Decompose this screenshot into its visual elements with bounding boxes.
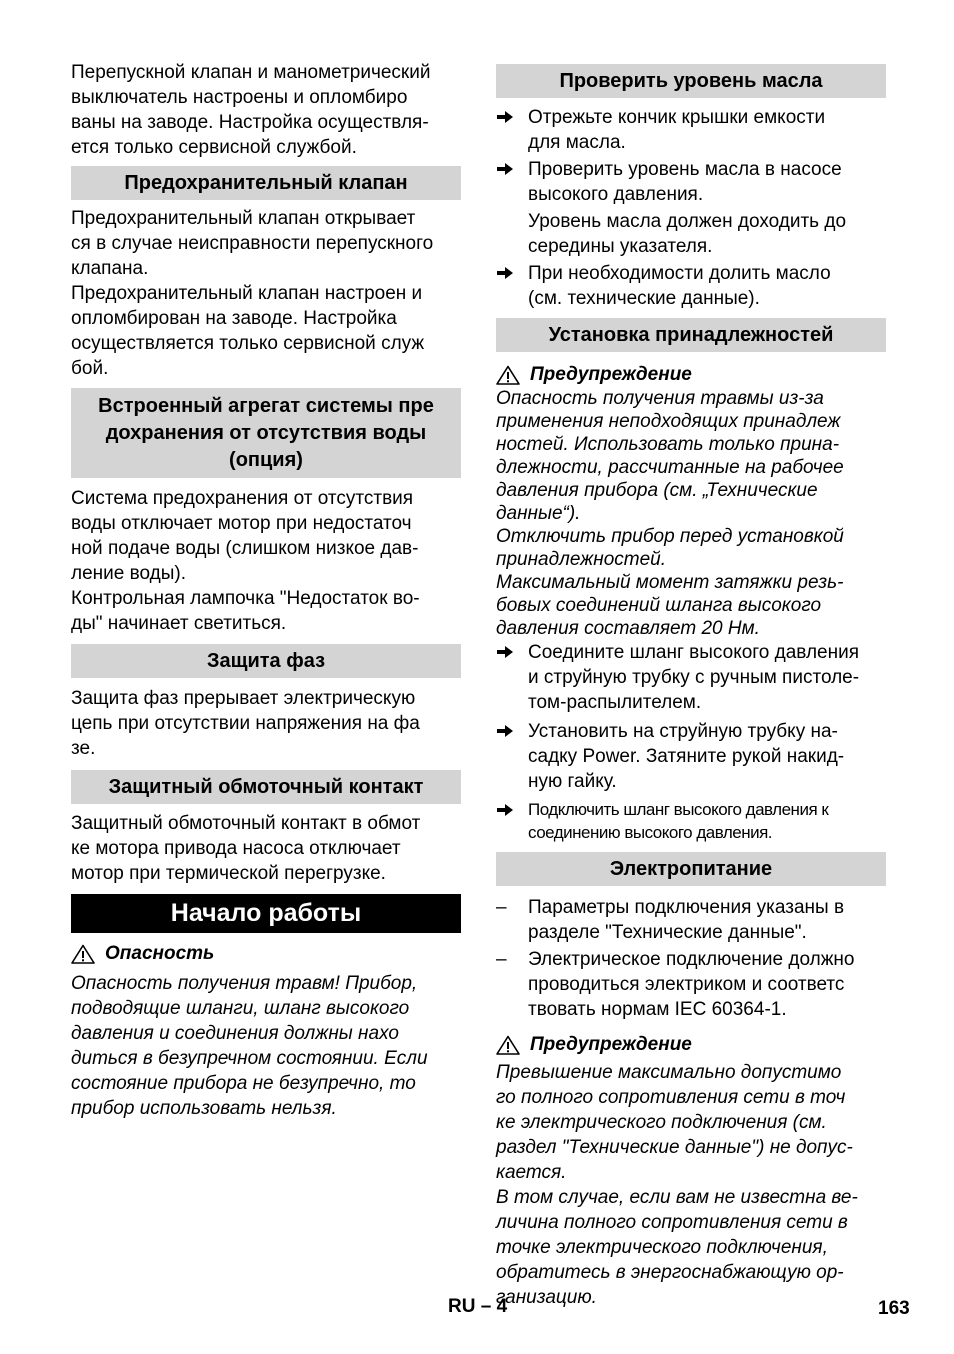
text-line: подводящие шланги, шланг высокого: [71, 998, 410, 1019]
text-line: ной подаче воды (слишком низкое дав-: [71, 538, 419, 559]
power-list: [496, 895, 886, 1022]
list-marker: [496, 157, 528, 207]
list-item-text: [528, 209, 886, 259]
text-line: Контрольная лампочка "Недостаток во-: [71, 588, 420, 609]
text-line: ке электрического подключения (см.: [496, 1112, 827, 1133]
text-line: Защита фаз прерывает электрическую: [71, 688, 416, 709]
list-item: [496, 719, 886, 794]
text-line: бовых соединений шланга высокого: [496, 595, 822, 616]
text-line: ке мотора привода насоса отключает: [71, 838, 401, 859]
text-line: ностей. Использовать только прина-: [496, 434, 840, 455]
text-line: данные“).: [496, 503, 581, 524]
text-line: клапана.: [71, 258, 149, 279]
warning-2-title: [496, 1032, 886, 1057]
text-line: ную гайку.: [528, 771, 617, 792]
text-line: В том случае, если вам не известна ве-: [496, 1187, 858, 1208]
text-line: прибор использовать нельзя.: [71, 1098, 337, 1119]
text-line: ется только сервисной службой.: [71, 137, 357, 158]
text-line: воды отключает мотор при недостаточ: [71, 513, 412, 534]
text-line: личина полного сопротивления сети в: [496, 1212, 848, 1233]
text-line: высокого давления.: [528, 184, 704, 205]
list-marker: [496, 640, 528, 715]
text-line: При необходимости долить масло: [528, 263, 831, 284]
text-line: Отрежьте кончик крышки емкости: [528, 107, 826, 128]
text-line: раздел "Технические данные") не допус-: [496, 1137, 853, 1158]
text-line: точке электрического подключения,: [496, 1237, 828, 1258]
list-item-text: [528, 895, 886, 945]
list-item: [496, 261, 886, 311]
warning-1-title: [496, 362, 886, 387]
text-line: Соедините шланг высокого давления: [528, 642, 860, 663]
warning-triangle-icon: [496, 365, 520, 385]
text-line: Параметры подключения указаны в: [528, 897, 845, 918]
text-line: Электрическое подключение должно: [528, 949, 855, 970]
text-line: длежности, рассчитанные на рабочее: [496, 457, 844, 478]
text-line: бой.: [71, 358, 109, 379]
list-item-text: [528, 157, 886, 207]
text-line: ды" начинает светиться.: [71, 613, 287, 634]
footer-page-number: 163: [878, 1298, 910, 1319]
text-line: ганизацию.: [496, 1287, 597, 1308]
text-line: и струйную трубку с ручным пистоле-: [528, 667, 860, 688]
list-item: [496, 209, 886, 259]
text-line: го полного сопротивления сети в точ: [496, 1087, 846, 1108]
text-line: твовать нормам IEC 60364-1.: [528, 999, 787, 1020]
text-line: Перепускной клапан и манометрический: [71, 62, 431, 83]
text-line: принадлежностей.: [496, 549, 667, 570]
list-item: [496, 105, 886, 155]
safety-valve-paragraph-1: [71, 206, 461, 281]
text-line: мотор при термической перегрузке.: [71, 863, 386, 884]
list-marker: [496, 895, 528, 945]
accessories-list: [496, 640, 886, 844]
text-line: (см. технические данные).: [528, 288, 760, 309]
warning-1-text: [496, 387, 886, 640]
list-item-text: [528, 105, 886, 155]
text-line: Опасность получения травмы из-за: [496, 388, 824, 409]
water-protection-paragraph-2: [71, 586, 461, 636]
intro-paragraph: [71, 60, 461, 160]
list-item-text: [528, 719, 886, 794]
text-line: Отключить прибор перед установкой: [496, 526, 844, 547]
text-line: середины указателя.: [528, 236, 713, 257]
heading-winding-contact: Защитный обмоточный контакт: [71, 770, 461, 804]
text-line: зе.: [71, 738, 96, 759]
text-line: Встроенный агрегат системы пре: [98, 395, 434, 417]
text-line: проводиться электриком и соответс: [528, 974, 845, 995]
left-column: [71, 60, 461, 1121]
text-line: Подключить шланг высокого давления к: [528, 800, 829, 819]
text-line: для масла.: [528, 132, 626, 153]
text-line: выключатель настроены и опломбиро: [71, 87, 408, 108]
text-line: том-распылителем.: [528, 692, 702, 713]
text-line: Защитный обмоточный контакт в обмот: [71, 813, 421, 834]
list-item-text: [528, 798, 886, 844]
phase-protection-paragraph: [71, 686, 461, 761]
list-item: [496, 157, 886, 207]
dash-marker: –: [496, 897, 507, 918]
dash-marker: –: [496, 949, 507, 970]
text-line: (опция): [229, 449, 303, 471]
text-line: давления прибора (см. „Технические: [496, 480, 818, 501]
heading-accessories: Установка принадлежностей: [496, 318, 886, 352]
oil-list: [496, 105, 886, 311]
text-line: цепь при отсутствии напряжения на фа: [71, 713, 420, 734]
list-item: [496, 798, 886, 844]
text-line: давления и соединения должны нахо: [71, 1023, 399, 1044]
text-line: ление воды).: [71, 563, 186, 584]
text-line: Предохранительный клапан открывает: [71, 208, 416, 229]
list-marker: [496, 261, 528, 311]
danger-title-text: Опасность: [105, 943, 215, 964]
text-line: кается.: [496, 1162, 567, 1183]
text-line: ваны на заводе. Настройка осуществля-: [71, 112, 429, 133]
text-line: давления составляет 20 Нм.: [496, 618, 760, 639]
footer-section-label: RU – 4: [448, 1296, 508, 1317]
list-item-text: [528, 640, 886, 715]
heading-power-supply: Электропитание: [496, 852, 886, 886]
heading-water-protection: [71, 388, 461, 478]
warning-1-title-text: Предупреждение: [530, 364, 692, 385]
list-marker: [496, 947, 528, 1022]
text-line: Опасность получения травм! Прибор,: [71, 973, 418, 994]
text-line: Превышение максимально допустимо: [496, 1062, 842, 1083]
text-line: диться в безупречном состоянии. Если: [71, 1048, 428, 1069]
arrow-right-icon: [496, 162, 514, 176]
list-marker: [496, 105, 528, 155]
water-protection-paragraph-1: [71, 486, 461, 586]
list-item-text: [528, 261, 886, 311]
text-line: Уровень масла должен доходить до: [528, 211, 847, 232]
arrow-right-icon: [496, 724, 514, 738]
arrow-right-icon: [496, 803, 514, 817]
arrow-right-icon: [496, 645, 514, 659]
heading-phase-protection: Защита фаз: [71, 644, 461, 678]
text-line: разделе "Технические данные".: [528, 922, 807, 943]
list-marker: [496, 719, 528, 794]
heading-check-oil: Проверить уровень масла: [496, 64, 886, 98]
text-line: обратитесь в энергоснабжающую ор-: [496, 1262, 844, 1283]
list-item: [496, 895, 886, 945]
winding-contact-paragraph: [71, 811, 461, 886]
text-line: Максимальный момент затяжки резь-: [496, 572, 844, 593]
text-line: соединению высокого давления.: [528, 823, 773, 842]
text-line: Проверить уровень масла в насосе: [528, 159, 842, 180]
text-line: дохранения от отсутствия воды: [105, 422, 427, 444]
text-line: Установить на струйную трубку на-: [528, 721, 838, 742]
arrow-right-icon: [496, 110, 514, 124]
warning-triangle-icon: [496, 1035, 520, 1055]
warning-triangle-icon: [71, 944, 95, 964]
text-line: применения неподходящих принадлеж: [496, 411, 841, 432]
text-line: Система предохранения от отсутствия: [71, 488, 414, 509]
list-item: [496, 947, 886, 1022]
right-column: [496, 60, 886, 1310]
list-item-text: [528, 947, 886, 1022]
text-line: осуществляется только сервисной служ: [71, 333, 425, 354]
warning-2-title-text: Предупреждение: [530, 1034, 692, 1055]
list-marker: [496, 209, 528, 259]
list-item: [496, 640, 886, 715]
safety-valve-paragraph-2: [71, 281, 461, 381]
danger-text: [71, 971, 461, 1121]
arrow-right-icon: [496, 266, 514, 280]
text-line: ся в случае неисправности перепускного: [71, 233, 434, 254]
heading-start-operation: Начало работы: [71, 894, 461, 933]
list-marker: [496, 798, 528, 844]
warning-2-text: [496, 1060, 886, 1310]
heading-safety-valve: Предохранительный клапан: [71, 166, 461, 200]
text-line: Предохранительный клапан настроен и: [71, 283, 423, 304]
text-line: опломбирован на заводе. Настройка: [71, 308, 397, 329]
text-line: садку Power. Затяните рукой накид-: [528, 746, 845, 767]
text-line: состояние прибора не безупречно, то: [71, 1073, 416, 1094]
danger-title: [71, 941, 461, 966]
